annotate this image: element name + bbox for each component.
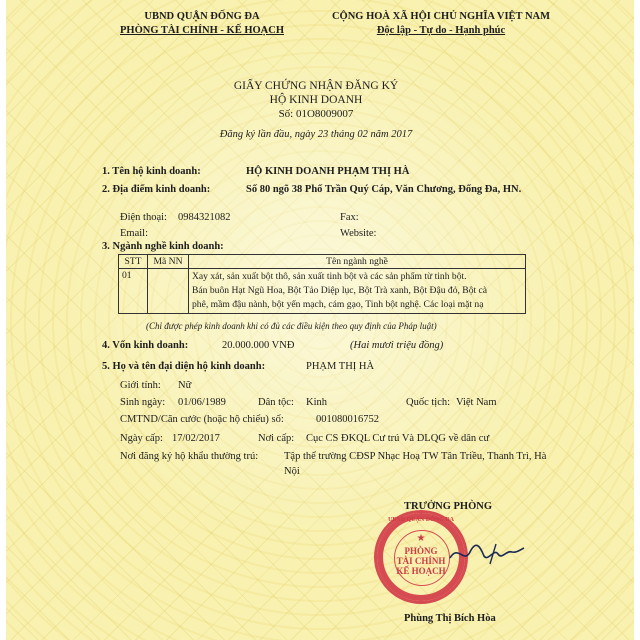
header-code: Mã NN — [148, 255, 189, 269]
stamp-line2: TÀI CHÍNH — [396, 556, 446, 566]
nationality-value: Việt Nam — [456, 397, 497, 408]
issue-date-label: Ngày cấp: — [120, 433, 163, 444]
signer-title: TRƯỞNG PHÒNG — [404, 501, 492, 512]
certificate-number: Số: 01O8009007 — [278, 108, 354, 120]
fax-label: Fax: — [340, 212, 359, 223]
phone-value: 0984321082 — [178, 212, 231, 223]
residence-label: Nơi đăng ký hộ khẩu thường trú: — [120, 451, 259, 462]
trade-line-1: Xay xát, sản xuất bột thô, sản xuất tinh bột và các sản phẩm từ tinh bột. — [192, 271, 467, 282]
id-value: 001080016752 — [316, 414, 379, 425]
title-line2: HỘ KINH DOANH — [269, 94, 363, 106]
id-label: CMTND/Căn cước (hoặc hộ chiếu) số: — [120, 414, 284, 425]
title-line1: GIẤY CHỨNG NHẬN ĐĂNG KÝ — [233, 80, 399, 92]
trade-note: (Chỉ được phép kinh doanh khi có đủ các điều kiện theo quy định của Pháp luật) — [146, 321, 437, 331]
trade-line-2: Bán buôn Hạt Ngũ Hoa, Bột Tảo Diệp lục, Bột Trà xanh, Bột Đậu đỏ, Bột cà — [192, 285, 488, 296]
phone-label: Điện thoại: — [120, 212, 167, 223]
representative-name: PHẠM THỊ HÀ — [306, 361, 375, 372]
business-name: HỘ KINH DOANH PHẠM THỊ HÀ — [246, 166, 410, 177]
header-right-line2: Độc lập - Tự do - Hạnh phúc — [376, 25, 506, 36]
capital-words: (Hai mươi triệu đồng) — [350, 340, 444, 351]
signature-scribble — [446, 538, 526, 568]
email-label: Email: — [120, 228, 148, 239]
header-left-line2: PHÒNG TÀI CHÍNH - KẾ HOẠCH — [119, 25, 285, 36]
certificate-page — [6, 0, 634, 640]
capital-value: 20.000.000 VNĐ — [222, 340, 295, 351]
residence-line1: Tập thể trường CĐSP Nhạc Hoạ TW Tân Triều, Thanh Trì, Hà — [284, 451, 547, 462]
section2-label: 2. Địa điểm kinh doanh: — [102, 184, 211, 195]
issue-date-value: 17/02/2017 — [172, 433, 220, 444]
section5-label: 5. Họ và tên đại diện hộ kinh doanh: — [102, 361, 266, 372]
dob-label: Sinh ngày: — [120, 397, 166, 408]
star-icon: ★ — [416, 533, 426, 544]
gender-value: Nữ — [178, 380, 192, 391]
issue-place-value: Cục CS ĐKQL Cư trú Và DLQG về dân cư — [306, 433, 490, 444]
stamp-line1: PHÒNG — [404, 546, 438, 556]
trade-line-3: phê, mầm đậu nành, bột yến mạch, cám gạo, Tinh bột nghệ. Các loại mặt nạ — [192, 299, 484, 310]
dob-value: 01/06/1989 — [178, 397, 226, 408]
registration-date: Đăng ký lần đầu, ngày 23 tháng 02 năm 2017 — [219, 129, 413, 140]
issue-place-label: Nơi cấp: — [258, 433, 295, 444]
section1-label: 1. Tên hộ kinh doanh: — [102, 166, 201, 177]
residence-line2: Nội — [284, 466, 300, 477]
header-trade-name: Tên ngành nghề — [189, 255, 526, 269]
row-code — [148, 269, 189, 314]
stamp-line3: KẾ HOẠCH — [396, 566, 446, 576]
trade-table — [118, 254, 526, 314]
row-trade-name — [189, 269, 526, 314]
nationality-label: Quốc tịch: — [406, 397, 451, 408]
header-right-line1: CỘNG HOÀ XÃ HỘI CHỦ NGHĨA VIỆT NAM — [331, 11, 551, 22]
header-stt: STT — [119, 255, 148, 269]
ethnic-label: Dân tộc: — [258, 397, 294, 408]
section4-label: 4. Vốn kinh doanh: — [102, 340, 189, 351]
table-row — [119, 269, 526, 314]
section3-label: 3. Ngành nghề kinh doanh: — [102, 241, 224, 252]
row-stt: 01 — [119, 269, 148, 314]
gender-label: Giới tính: — [120, 380, 161, 391]
signer-name: Phùng Thị Bích Hòa — [404, 613, 496, 624]
ethnic-value: Kinh — [306, 397, 327, 408]
website-label: Website: — [340, 228, 377, 239]
business-address: Số 80 ngõ 38 Phố Trần Quý Cáp, Văn Chương, Đống Đa, HN. — [246, 184, 522, 195]
stamp-ring-text: UBND QUẬN ĐỐNG ĐA — [388, 517, 454, 523]
header-left-line1: UBND QUẬN ĐỐNG ĐA — [144, 11, 260, 22]
trade-table-header — [119, 255, 526, 269]
